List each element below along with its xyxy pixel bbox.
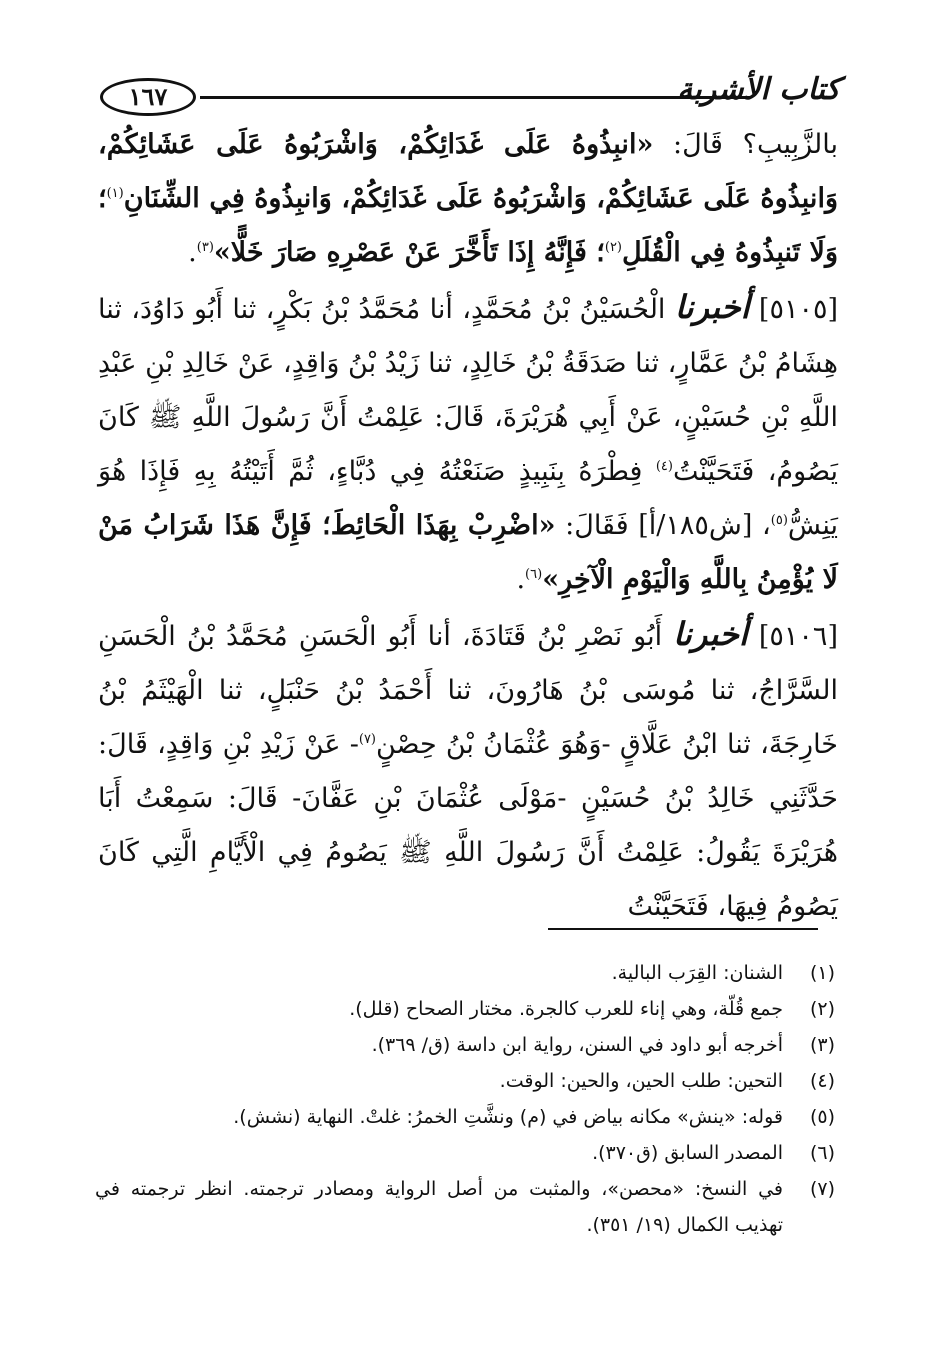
akhbarana-label: أخبرنا	[674, 288, 750, 326]
matn-text: - عَنْ زَيْدِ بْنِ وَاقِدٍ، قَالَ: حَدَّثَنِي خَالِدُ بْنُ حُسَيْنٍ -مَوْلَى عُثْمَانَ بْنِ عَفَّانَ- قَالَ: سَمِعْتُ أَبَا هُرَيْرَةَ يَقُولُ: عَلِمْتُ أَنَّ رَسُولَ اللَّهِ ﷺ يَصُومُ فِي الْأَيَّامِ الَّتِي كَانَ يَصُومُ فِيهَا، فَتَحَيَّنْتُ	[98, 729, 838, 922]
footnote-number: (١)	[809, 962, 835, 984]
footnote-text: قوله: «ينش» مكانه بياض في (م) ونشَّتِ الخمرُ: غلتْ. النهاية (نشش).	[233, 1106, 783, 1128]
isnad-text: الْحُسَيْنُ بْنُ مُحَمَّدٍ، أنا مُحَمَّدُ بْنُ بَكْرٍ، ثنا أَبُو دَاوُدَ، ثنا هِشَامُ بْنُ عَمَّارٍ، ثنا صَدَقَةُ بْنُ خَالِدٍ، ثنا زَيْدُ بْنُ وَاقِدٍ، عَنْ خَالِدِ بْنِ عَبْدِ اللَّهِ بْنِ حُسَيْنٍ، عَنْ أَبِي هُرَيْرَةَ، قَالَ: عَلِمْتُ أَنَّ رَسُولَ اللَّهِ ﷺ كَانَ يَصُومُ، فَتَحَيَّنْتُ	[98, 294, 839, 487]
matn-text-c: ، [ش١٨٥/أ] فَقَالَ:	[555, 510, 771, 541]
main-text	[98, 118, 838, 934]
footnote-number: (٤)	[809, 1070, 835, 1092]
intro-quote-b: ؛ وَلَا تَنبِذُوهُ فِي الْقُلَلِ	[98, 183, 838, 268]
footnote-separator	[548, 928, 818, 930]
footnote-text: المصدر السابق (ق٣٧٠).	[592, 1142, 783, 1164]
intro-end: .	[188, 237, 197, 268]
footnote-item	[95, 991, 835, 1027]
footnote-text: التحين: طلب الحين، والحين: الوقت.	[499, 1070, 783, 1092]
footnote-number: (٥)	[809, 1106, 835, 1128]
footnote-number: (٢)	[809, 998, 835, 1020]
intro-text: بالزَّبِيبِ؟ قَالَ:	[653, 129, 838, 160]
page-header	[100, 72, 840, 122]
footnote-ref-1: (١)	[106, 186, 124, 201]
hadith-number: [٥١٠٦]	[758, 621, 838, 652]
page-number: ١٦٧	[100, 78, 196, 116]
footnote-ref-4: (٤)	[655, 459, 673, 474]
hadith-number: [٥١٠٥]	[758, 294, 838, 325]
book-title: كتاب الأشربة	[677, 72, 840, 107]
footnote-text: في النسخ: «محصن»، والمثبت من أصل الرواية ومصادر ترجمته. انظر ترجمته في تهذيب الكمال (١٩/ ٣٥١).	[95, 1178, 783, 1236]
footnote-number: (٣)	[809, 1034, 835, 1056]
footnote-number: (٦)	[809, 1142, 835, 1164]
footnotes	[95, 955, 835, 1243]
header-rule	[200, 96, 750, 99]
footnote-item	[95, 1099, 835, 1135]
footnote-item	[95, 955, 835, 991]
footnote-ref-2: (٢)	[604, 240, 622, 255]
footnote-number: (٧)	[809, 1178, 835, 1200]
hadith-end: .	[516, 564, 526, 595]
footnote-ref-6: (٦)	[525, 567, 543, 582]
footnote-text: الشنان: القِرَب البالية.	[611, 962, 783, 984]
hadith-5105	[98, 280, 838, 607]
hadith-quote: «اضْرِبْ بِهَذَا الْحَائِطَ؛ فَإِنَّ هَذَا شَرَابُ مَنْ لَا يُؤْمِنُ بِاللَّهِ وَالْيَوْمِ الْآخِرِ»	[98, 510, 838, 595]
intro-paragraph	[98, 118, 838, 280]
intro-quote-c: ؛ فَإِنَّهُ إِذَا تَأَخَّرَ عَنْ عَصْرِهِ صَارَ خَلًّا»	[213, 237, 605, 268]
footnote-text: جمع قُلّة، وهي إناء للعرب كالجرة. مختار الصحاح (قلل).	[349, 998, 783, 1020]
footnote-item	[95, 1027, 835, 1063]
footnote-ref-5: (٥)	[770, 513, 788, 528]
isnad-text: أَبُو نَصْرِ بْنُ قَتَادَةَ، أنا أَبُو الْحَسَنِ مُحَمَّدُ بْنُ الْحَسَنِ السَّرَّاجُ، ثنا مُوسَى بْنُ هَارُونَ، ثنا أَحْمَدُ بْنُ حَنْبَلٍ، ثنا الْهَيْثَمُ بْنُ خَارِجَةَ، ثنا ابْنُ عَلَّاقٍ -وَهُوَ عُثْمَانُ بْنُ حِصْنٍ	[98, 621, 838, 760]
footnote-text: أخرجه أبو داود في السنن، رواية ابن داسة (ق/ ٣٦٩).	[371, 1034, 783, 1056]
intro-quote: «انبِذُوهُ عَلَى غَدَائِكُمْ، وَاشْرَبُوهُ عَلَى عَشَائِكُمْ، وَانبِذُوهُ عَلَى عَشَائِكُمْ، وَاشْرَبُوهُ عَلَى غَدَائِكُمْ، وَانبِذُوهُ فِي الشِّنَانِ	[98, 129, 838, 214]
hadith-5106	[98, 607, 838, 934]
matn-text: فِطْرَهُ بِنَبِيذٍ صَنَعْتُهُ فِي دُبَّاءٍ، ثُمَّ أَتَيْتُهُ بِهِ فَإِذَا هُوَ يَنِشُّ	[98, 456, 839, 541]
footnote-item	[95, 1135, 835, 1171]
footnote-item	[95, 1171, 835, 1243]
footnote-ref-7: (٧)	[358, 732, 376, 747]
footnote-ref-3: (٣)	[196, 240, 214, 255]
akhbarana-label: أخبرنا	[673, 615, 748, 653]
footnote-item	[95, 1063, 835, 1099]
